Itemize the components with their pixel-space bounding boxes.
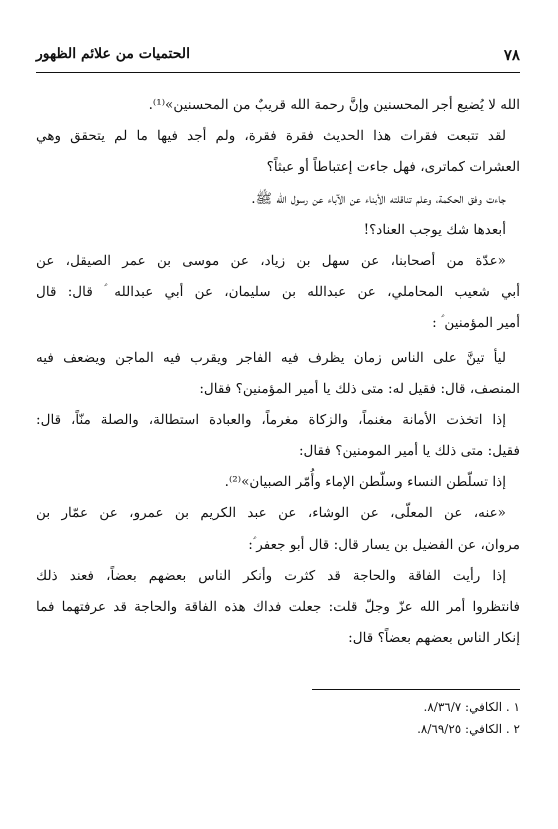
footnotes: [36, 696, 520, 740]
text-line: «عنه، عن المعلّى، عن الوشاء، عن عبد الكريم بن عمرو، عن عمّار بن: [36, 505, 506, 522]
page-header: [36, 44, 520, 72]
footnote: ٢ . الكافي: ٨/٦٩/٢٥.: [417, 722, 520, 736]
text-line: أبعدها شك يوجب العناد؟!: [363, 221, 506, 238]
text-line: إذا اتخذت الأمانة مغنماً، والزكاة مغرماً، والعبادة استطالة، والصلة منّاً، قال:: [36, 411, 506, 428]
footnote-rule: [312, 689, 520, 690]
text-line: العشرات كماترى، فهل جاءت إعتباطاً أو عبثاً؟: [266, 159, 520, 176]
text-line: «عدّة من أصحابنا، عن سهل بن زياد، عن موسى بن عمر الصيقل، عن: [36, 252, 506, 269]
text-line: جاءت وفق الحكمة، وعلم تناقلته الأبناء عن الآباء عن رسول الله ﷺ.: [251, 190, 506, 207]
text-line: المنصف، قال: فقيل له: متى ذلك يا أمير المؤمنين؟ فقال:: [199, 380, 520, 397]
running-title: الحتميات من علائم الظهور: [36, 46, 190, 62]
page-body: [36, 90, 520, 654]
header-rule: [36, 72, 520, 73]
text-line: ليأ تينَّ على الناس زمان يظرف فيه الفاجر ويقرب فيه الماجن ويضعف فيه: [36, 349, 506, 366]
text-line: أبي شعيب المحاملي، عن عبدالله بن سليمان، عن أبي عبدالله ؑ قال: قال: [36, 284, 520, 301]
text-line: إنكار الناس بعضهم بعضاً؟ قال:: [348, 630, 520, 647]
text-line: فقيل: متى ذلك يا أمير المومنين؟ فقال:: [298, 443, 520, 460]
text-line: الله لا يُضيع أجر المحسنين وإنَّ رحمة الله قريبٌ من المحسنين»⁽¹⁾.: [148, 97, 520, 113]
footnote: ١ . الكافي: ٨/٣٦/٧.: [423, 700, 520, 714]
text-line: إذا تسلّطن النساء وسلّطن الإماء وأُمّر الصبيان»⁽²⁾.: [224, 474, 506, 491]
text-line: مروان، عن الفضيل بن يسار قال: قال أبو جعفر ؑ:: [248, 536, 520, 553]
page-number: ٧٨: [503, 46, 520, 64]
text-line: فانتظروا أمر الله عزّ وجلّ قلت: جعلت فداك هذه الفاقة والحاجة قد عرفتهما فما: [36, 599, 520, 615]
text-line: لقد تتبعت فقرات هذا الحديث فقرة فقرة، ولم أجد فيها ما لم يتحقق وهي: [36, 128, 506, 145]
text-line: أمير المؤمنين ؑ :: [432, 315, 520, 332]
text-line: إذا رأيت الفاقة والحاجة قد كثرت وأنكر الناس بعضهم بعضاً، فعند ذلك: [36, 567, 506, 584]
